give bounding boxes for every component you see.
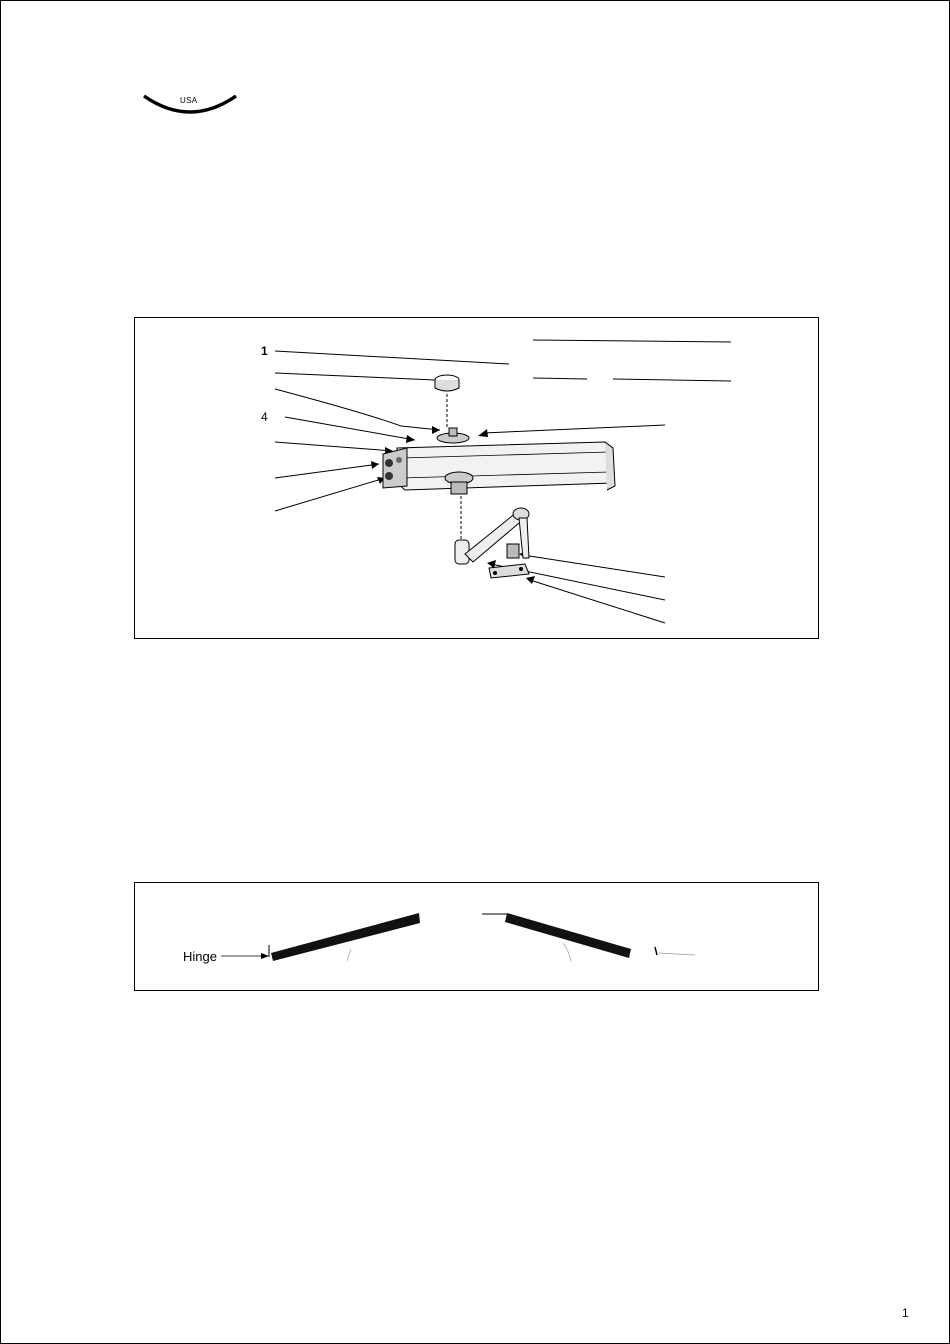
door-swing-illustration (135, 883, 820, 992)
hinge-label: Hinge (183, 949, 217, 964)
callout-1: 1 (261, 344, 268, 358)
door-closer-illustration (135, 318, 820, 640)
logo-text: USA (180, 96, 198, 105)
page-number: 1 (902, 1306, 909, 1320)
door-swing-diagram (134, 882, 819, 991)
door-closer-diagram (134, 317, 819, 639)
callout-4: 4 (261, 410, 268, 424)
